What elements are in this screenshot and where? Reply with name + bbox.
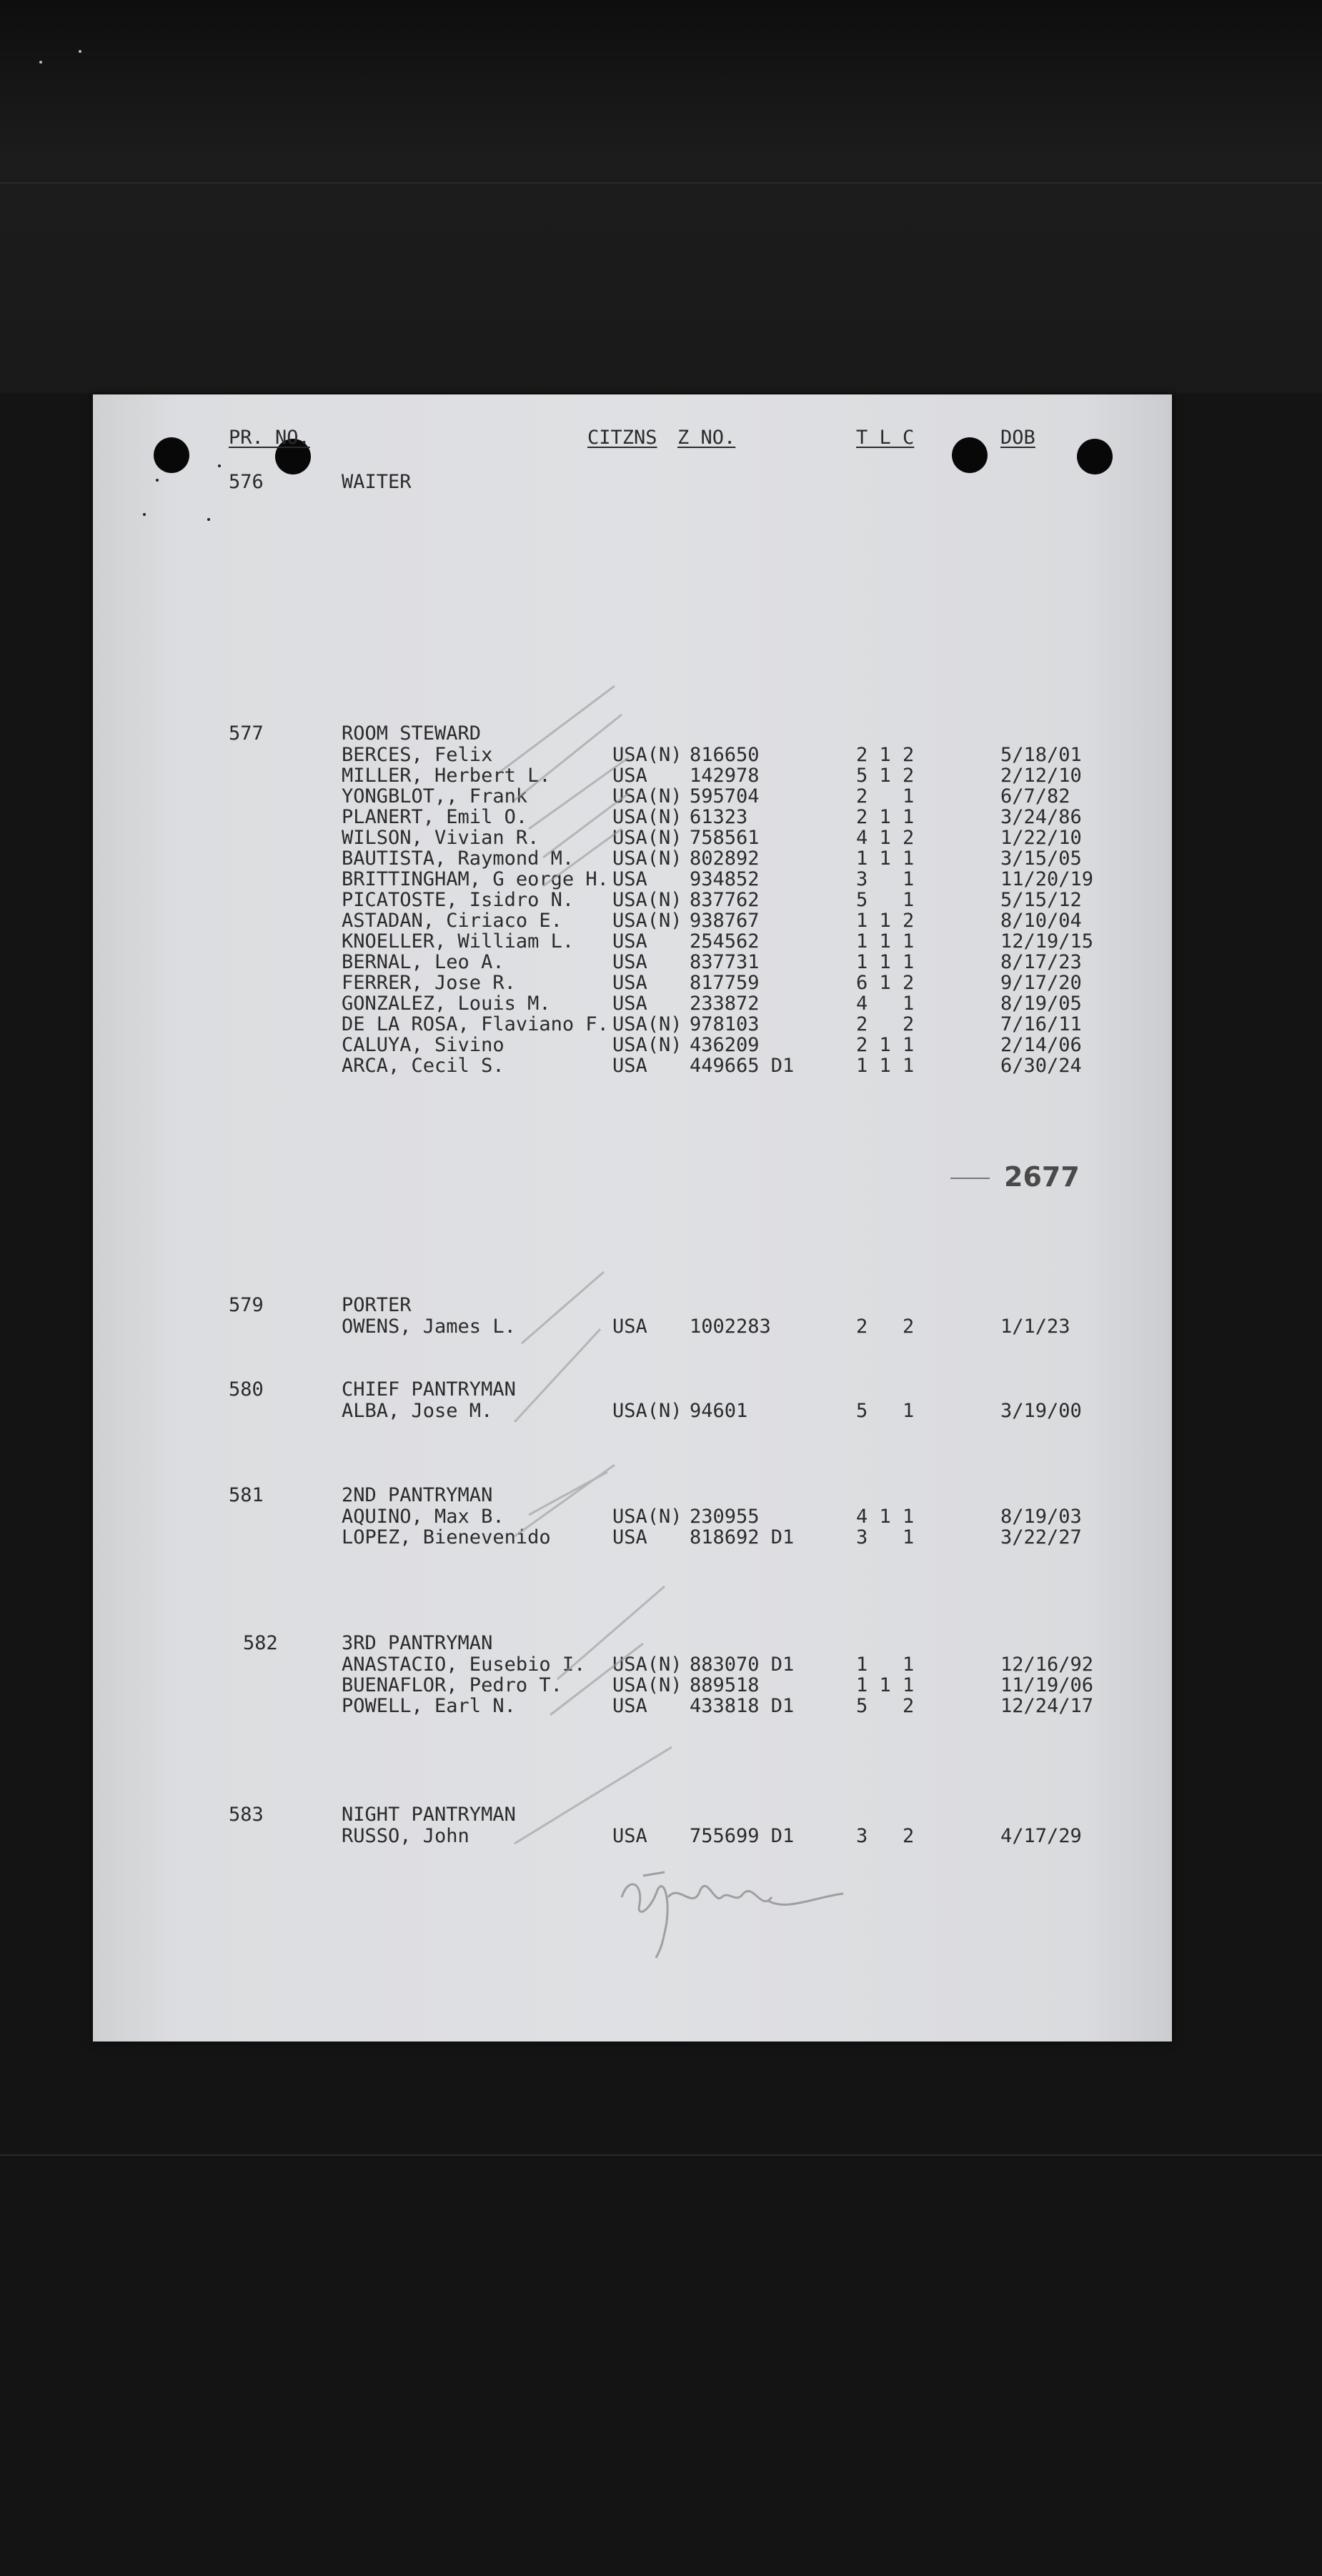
crew-dob: 2/14/06 (1000, 1034, 1082, 1056)
crew-name: KNOELLER, William L. (342, 930, 575, 953)
crew-tlc: 3 1 (856, 868, 915, 890)
crew-name: BUENAFLOR, Pedro T. (342, 1674, 562, 1696)
section-title: 3RD PANTRYMAN (342, 1632, 493, 1654)
page-stamp-number: 2677 (1004, 1161, 1080, 1193)
crew-name: OWENS, James L. (342, 1316, 516, 1338)
crew-z-number: 758561 (690, 827, 760, 849)
crew-citizenship: USA(N) (612, 910, 682, 932)
crew-name: ANASTACIO, Eusebio I. (342, 1653, 586, 1676)
crew-name: CALUYA, Sivino (342, 1034, 505, 1056)
crew-tlc: 6 1 2 (856, 972, 915, 994)
header-citzns: CITZNS (587, 427, 657, 449)
crew-z-number: 449665 D1 (690, 1055, 795, 1077)
crew-dob: 3/22/27 (1000, 1526, 1082, 1548)
crew-citizenship: USA(N) (612, 827, 682, 849)
crew-citizenship: USA(N) (612, 1013, 682, 1035)
crew-citizenship: USA (612, 1316, 647, 1338)
crew-tlc: 1 1 1 (856, 1674, 915, 1696)
crew-tlc: 1 1 (856, 1653, 915, 1676)
crew-name: LOPEZ, Bienevenido (342, 1526, 551, 1548)
pencil-stroke (543, 829, 622, 886)
crew-citizenship: USA (612, 972, 647, 994)
crew-z-number: 837731 (690, 951, 760, 973)
crew-tlc: 5 1 2 (856, 765, 915, 787)
crew-tlc: 2 1 1 (856, 1034, 915, 1056)
crew-tlc: 1 1 1 (856, 951, 915, 973)
pencil-stroke (529, 1472, 607, 1515)
crew-tlc: 1 1 1 (856, 930, 915, 953)
header-z-no: Z NO. (677, 427, 736, 449)
pencil-stroke (529, 757, 629, 829)
crew-name: ASTADAN, Ciriaco E. (342, 910, 562, 932)
crew-name: WILSON, Vivian R. (342, 827, 540, 849)
crew-citizenship: USA (612, 1695, 647, 1717)
crew-dob: 1/22/10 (1000, 827, 1082, 849)
crew-name: BAUTISTA, Raymond M. (342, 847, 575, 870)
crew-dob: 3/24/86 (1000, 806, 1082, 828)
crew-z-number: 978103 (690, 1013, 760, 1035)
crew-tlc: 4 1 (856, 993, 915, 1015)
crew-citizenship: USA(N) (612, 847, 682, 870)
crew-z-number: 837762 (690, 889, 760, 911)
section-title: 2ND PANTRYMAN (342, 1484, 493, 1506)
crew-citizenship: USA (612, 993, 647, 1015)
crew-z-number: 436209 (690, 1034, 760, 1056)
section-number: 580 (229, 1378, 264, 1401)
crew-tlc: 5 2 (856, 1695, 915, 1717)
crew-tlc: 4 1 2 (856, 827, 915, 849)
crew-z-number: 934852 (690, 868, 760, 890)
crew-name: MILLER, Herbert L. (342, 765, 551, 787)
pencil-stroke (515, 1329, 600, 1422)
crew-dob: 9/17/20 (1000, 972, 1082, 994)
crew-tlc: 1 1 1 (856, 1055, 915, 1077)
crew-citizenship: USA(N) (612, 1400, 682, 1422)
crew-name: DE LA ROSA, Flaviano F. (342, 1013, 609, 1035)
crew-name: POWELL, Earl N. (342, 1695, 516, 1717)
header-pr-no: PR. NO. (229, 427, 310, 449)
crew-dob: 7/16/11 (1000, 1013, 1082, 1035)
crew-z-number: 230955 (690, 1506, 760, 1528)
crew-tlc: 2 1 (856, 785, 915, 807)
crew-dob: 12/24/17 (1000, 1695, 1094, 1717)
crew-citizenship: USA(N) (612, 1674, 682, 1696)
crew-citizenship: USA(N) (612, 889, 682, 911)
crew-dob: 2/12/10 (1000, 765, 1082, 787)
crew-dob: 3/19/00 (1000, 1400, 1082, 1422)
crew-name: ALBA, Jose M. (342, 1400, 493, 1422)
crew-z-number: 802892 (690, 847, 760, 870)
crew-citizenship: USA(N) (612, 806, 682, 828)
crew-z-number: 142978 (690, 765, 760, 787)
section-number: 581 (229, 1484, 264, 1506)
section-title: ROOM STEWARD (342, 722, 482, 745)
crew-z-number: 233872 (690, 993, 760, 1015)
crew-name: ARCA, Cecil S. (342, 1055, 505, 1077)
section-title: WAITER (342, 471, 412, 493)
pencil-stroke (550, 1643, 643, 1715)
crew-citizenship: USA (612, 765, 647, 787)
crew-citizenship: USA(N) (612, 1034, 682, 1056)
crew-citizenship: USA(N) (612, 1653, 682, 1676)
section-title: PORTER (342, 1294, 412, 1316)
crew-tlc: 2 1 2 (856, 744, 915, 766)
crew-tlc: 5 1 (856, 889, 915, 911)
crew-dob: 6/7/82 (1000, 785, 1070, 807)
crew-citizenship: USA(N) (612, 785, 682, 807)
crew-tlc: 1 1 2 (856, 910, 915, 932)
crew-tlc: 2 2 (856, 1013, 915, 1035)
crew-z-number: 817759 (690, 972, 760, 994)
crew-dob: 8/19/05 (1000, 993, 1082, 1015)
crew-dob: 12/19/15 (1000, 930, 1094, 953)
crew-name: GONZALEZ, Louis M. (342, 993, 551, 1015)
crew-name: FERRER, Jose R. (342, 972, 516, 994)
crew-name: AQUINO, Max B. (342, 1506, 505, 1528)
crew-citizenship: USA (612, 1055, 647, 1077)
crew-z-number: 433818 D1 (690, 1695, 795, 1717)
crew-dob: 8/19/03 (1000, 1506, 1082, 1528)
crew-name: RUSSO, John (342, 1825, 469, 1847)
crew-dob: 1/1/23 (1000, 1316, 1070, 1338)
crew-citizenship: USA(N) (612, 1506, 682, 1528)
pencil-stroke (557, 1586, 665, 1679)
handwritten-signature (615, 1854, 858, 1961)
crew-tlc: 4 1 1 (856, 1506, 915, 1528)
crew-dob: 3/15/05 (1000, 847, 1082, 870)
crew-tlc: 5 1 (856, 1400, 915, 1422)
pencil-stroke (515, 715, 622, 800)
crew-citizenship: USA (612, 930, 647, 953)
crew-tlc: 3 1 (856, 1526, 915, 1548)
crew-tlc: 2 1 1 (856, 806, 915, 828)
section-number: 576 (229, 471, 264, 493)
crew-z-number: 254562 (690, 930, 760, 953)
crew-z-number: 595704 (690, 785, 760, 807)
crew-z-number: 818692 D1 (690, 1526, 795, 1548)
crew-z-number: 938767 (690, 910, 760, 932)
crew-z-number: 816650 (690, 744, 760, 766)
crew-tlc: 2 2 (856, 1316, 915, 1338)
section-title: CHIEF PANTRYMAN (342, 1378, 516, 1401)
crew-name: PICATOSTE, Isidro N. (342, 889, 575, 911)
crew-name: BRITTINGHAM, G eorge H. (342, 868, 609, 890)
crew-z-number: 755699 D1 (690, 1825, 795, 1847)
pencil-stroke (500, 686, 615, 772)
section-number: 583 (229, 1804, 264, 1826)
crew-citizenship: USA (612, 1825, 647, 1847)
pencil-stroke (515, 1747, 672, 1844)
crew-dob: 8/10/04 (1000, 910, 1082, 932)
crew-z-number: 94601 (690, 1400, 748, 1422)
crew-dob: 5/15/12 (1000, 889, 1082, 911)
crew-z-number: 61323 (690, 806, 748, 828)
crew-tlc: 1 1 1 (856, 847, 915, 870)
section-number: 579 (229, 1294, 264, 1316)
crew-name: PLANERT, Emil O. (342, 806, 528, 828)
pencil-stroke (543, 793, 629, 857)
crew-dob: 11/20/19 (1000, 868, 1094, 890)
crew-citizenship: USA (612, 951, 647, 973)
header-tlc: T L C (856, 427, 915, 449)
crew-z-number: 1002283 (690, 1316, 771, 1338)
section-title: NIGHT PANTRYMAN (342, 1804, 516, 1826)
crew-citizenship: USA (612, 1526, 647, 1548)
crew-z-number: 883070 D1 (690, 1653, 795, 1676)
crew-name: BERNAL, Leo A. (342, 951, 505, 973)
crew-citizenship: USA (612, 868, 647, 890)
crew-name: BERCES, Felix (342, 744, 493, 766)
pencil-stroke (522, 1272, 604, 1343)
crew-z-number: 889518 (690, 1674, 760, 1696)
crew-name: YONGBLOT,, Frank (342, 785, 528, 807)
section-number: 577 (229, 722, 264, 745)
header-dob: DOB (1000, 427, 1035, 449)
crew-dob: 8/17/23 (1000, 951, 1082, 973)
crew-dob: 4/17/29 (1000, 1825, 1082, 1847)
crew-tlc: 3 2 (856, 1825, 915, 1847)
section-number: 582 (243, 1632, 278, 1654)
crew-dob: 6/30/24 (1000, 1055, 1082, 1077)
crew-dob: 5/18/01 (1000, 744, 1082, 766)
crew-dob: 11/19/06 (1000, 1674, 1094, 1696)
crew-citizenship: USA(N) (612, 744, 682, 766)
crew-dob: 12/16/92 (1000, 1653, 1094, 1676)
